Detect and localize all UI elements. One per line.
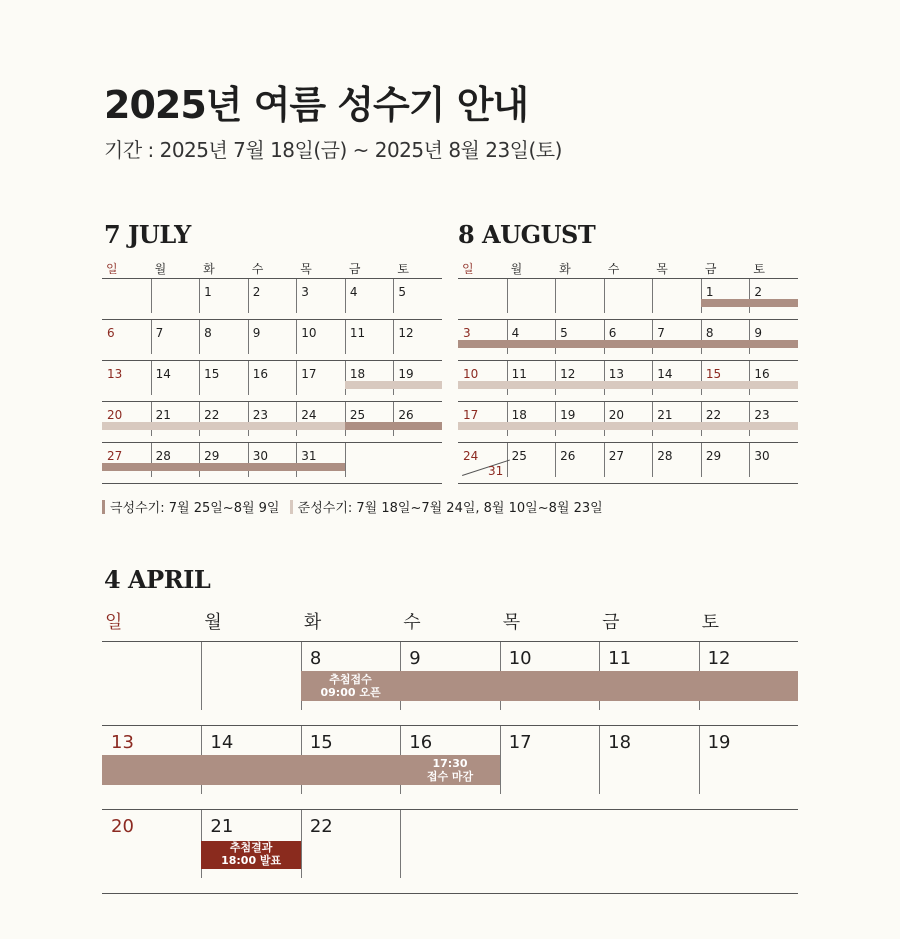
day-divider	[199, 402, 200, 436]
day-number: 22	[705, 408, 722, 422]
weekday-header: 목	[502, 612, 521, 633]
peak-season-band	[701, 299, 798, 307]
day-number: 12	[560, 367, 576, 381]
day-number: 20	[111, 816, 134, 837]
weekday-header: 일	[462, 262, 474, 276]
week-rule	[102, 893, 798, 894]
day-number: 9	[252, 326, 261, 340]
weekday-header: 화	[303, 612, 322, 633]
event-line: 17:30	[432, 757, 468, 770]
august-title: 8 AUGUST	[458, 220, 596, 249]
day-divider	[652, 320, 653, 354]
day-number: 1	[204, 285, 212, 299]
day-divider	[248, 443, 249, 477]
day-number: 16	[754, 367, 770, 381]
day-number: 12	[398, 326, 414, 340]
weekday-header: 화	[559, 262, 571, 276]
day-number: 26	[560, 449, 576, 463]
day-number: 22	[309, 816, 333, 837]
day-divider	[296, 320, 297, 354]
day-divider	[500, 726, 501, 794]
day-divider	[301, 810, 302, 878]
weekday-header: 화	[203, 262, 215, 276]
day-divider	[652, 443, 653, 477]
day-divider	[296, 279, 297, 313]
day-number: 2	[754, 285, 763, 299]
day-number: 18	[608, 732, 632, 753]
weekday-header: 수	[607, 262, 620, 276]
day-divider	[199, 279, 200, 313]
day-number: 2	[252, 285, 261, 299]
event-line: 추첨결과	[229, 841, 273, 854]
day-number: 10	[301, 326, 317, 340]
day-number: 25	[511, 449, 527, 463]
weekday-header: 일	[105, 612, 123, 633]
day-number: 10	[508, 648, 532, 669]
event-label	[400, 757, 499, 783]
semi-legend-swatch	[290, 500, 293, 514]
day-number: 30	[754, 449, 770, 463]
week-rule	[458, 483, 798, 484]
day-number: 5	[560, 326, 568, 340]
day-divider	[151, 279, 152, 313]
event-line: 접수 마감	[426, 770, 474, 783]
august-calendar	[458, 260, 798, 486]
day-number: 24	[463, 449, 479, 463]
weekday-header: 금	[704, 262, 717, 276]
day-divider	[555, 320, 556, 354]
day-divider	[201, 642, 202, 710]
day-divider	[151, 402, 152, 436]
day-divider	[248, 361, 249, 395]
day-number: 19	[560, 408, 576, 422]
day-number: 3	[301, 285, 309, 299]
day-divider	[507, 402, 508, 436]
day-number: 13	[608, 367, 624, 381]
weekday-header: 월	[510, 262, 523, 276]
weekday-header: 목	[300, 262, 312, 276]
day-divider	[604, 320, 605, 354]
week-rule	[102, 725, 798, 726]
day-divider	[604, 279, 605, 313]
day-number: 7	[657, 326, 665, 340]
day-divider	[151, 361, 152, 395]
page-title: 2025년 여름 성수기 안내	[104, 83, 529, 127]
day-number: 21	[155, 408, 171, 422]
day-divider	[701, 402, 702, 436]
day-number: 15	[705, 367, 722, 381]
semi-season-band	[102, 422, 345, 430]
day-divider	[400, 810, 401, 878]
semi-season-band	[458, 381, 798, 389]
event-line: 18:00 발표	[221, 854, 282, 867]
event-label	[201, 841, 300, 869]
day-divider	[345, 320, 346, 354]
day-number: 11	[349, 326, 366, 340]
event-line: 추첨접수	[329, 673, 372, 686]
day-divider	[345, 279, 346, 313]
day-number: 18	[511, 408, 527, 422]
event-line: 09:00 오픈	[320, 686, 381, 699]
week-rule	[102, 442, 442, 443]
day-divider	[345, 361, 346, 395]
day-divider	[599, 726, 600, 794]
day-divider	[199, 361, 200, 395]
day-number: 15	[309, 732, 333, 753]
weekday-header: 금	[602, 612, 620, 633]
day-divider	[555, 402, 556, 436]
day-number: 21	[210, 816, 234, 837]
day-divider	[652, 279, 653, 313]
weekday-header: 월	[154, 262, 167, 276]
peak-season-band	[102, 463, 345, 471]
day-number: 21	[657, 408, 673, 422]
day-number: 10	[463, 367, 479, 381]
day-divider	[296, 402, 297, 436]
day-divider	[555, 361, 556, 395]
day-number: 9	[754, 326, 763, 340]
day-number: 8	[204, 326, 212, 340]
day-number: 3	[463, 326, 471, 340]
day-divider	[393, 361, 394, 395]
day-number: 11	[608, 648, 632, 669]
day-divider	[199, 320, 200, 354]
day-divider	[604, 402, 605, 436]
day-number: 5	[398, 285, 407, 299]
day-number: 17	[463, 408, 479, 422]
day-number: 29	[705, 449, 722, 463]
day-divider	[701, 361, 702, 395]
header-rule	[458, 278, 798, 279]
weekday-header: 토	[701, 612, 719, 633]
weekday-header: 수	[251, 262, 264, 276]
weekday-header: 토	[397, 262, 410, 276]
day-divider	[248, 402, 249, 436]
day-divider	[749, 320, 750, 354]
day-number: 6	[608, 326, 617, 340]
season-legend	[102, 497, 603, 516]
day-number: 28	[155, 449, 171, 463]
week-rule	[102, 809, 798, 810]
day-number: 24	[301, 408, 317, 422]
day-number: 19	[398, 367, 414, 381]
semi-legend-label: 준성수기: 7월 18일~7월 24일, 8월 10일~8월 23일	[297, 501, 603, 516]
july-calendar	[102, 260, 442, 486]
day-number: 28	[657, 449, 673, 463]
day-number: 31	[488, 464, 504, 478]
week-rule	[102, 483, 442, 484]
period-text: 기간 : 2025년 7월 18일(금) ~ 2025년 8월 23일(토)	[104, 138, 562, 162]
day-divider	[701, 443, 702, 477]
day-number: 27	[608, 449, 624, 463]
week-rule	[102, 401, 442, 402]
april-title: 4 APRIL	[104, 565, 211, 594]
day-number: 16	[252, 367, 268, 381]
day-number: 22	[204, 408, 220, 422]
day-number: 7	[155, 326, 164, 340]
day-divider	[248, 279, 249, 313]
day-divider	[151, 320, 152, 354]
april-calendar	[102, 608, 798, 898]
semi-season-band	[458, 422, 798, 430]
day-divider	[393, 402, 394, 436]
week-rule	[458, 442, 798, 443]
day-number: 8	[705, 326, 714, 340]
day-divider	[555, 279, 556, 313]
week-rule	[458, 319, 798, 320]
day-divider	[749, 402, 750, 436]
day-divider	[199, 443, 200, 477]
day-divider	[652, 402, 653, 436]
day-number: 14	[210, 732, 234, 753]
day-divider	[151, 443, 152, 477]
july-title: 7 JULY	[104, 220, 191, 249]
day-number: 11	[511, 367, 527, 381]
day-number: 20	[107, 408, 123, 422]
day-divider	[652, 361, 653, 395]
day-number: 29	[204, 449, 220, 463]
day-divider	[296, 361, 297, 395]
day-divider	[345, 402, 346, 436]
semi-season-band	[345, 381, 442, 389]
weekday-header: 일	[106, 262, 118, 276]
day-number: 26	[398, 408, 414, 422]
day-number: 30	[252, 449, 268, 463]
weekday-header: 목	[656, 262, 668, 276]
day-number: 1	[705, 285, 714, 299]
day-number: 14	[155, 367, 171, 381]
day-divider	[296, 443, 297, 477]
day-number: 8	[309, 648, 322, 669]
day-divider	[699, 726, 700, 794]
week-rule	[102, 319, 442, 320]
day-divider	[701, 279, 702, 313]
day-number: 4	[511, 326, 520, 340]
day-number: 4	[349, 285, 358, 299]
event-label	[301, 673, 400, 699]
week-rule	[458, 360, 798, 361]
day-divider	[749, 443, 750, 477]
peak-season-band	[345, 422, 442, 430]
week-rule	[102, 360, 442, 361]
day-number: 9	[409, 648, 421, 669]
weekday-header: 토	[753, 262, 766, 276]
weekday-header: 수	[403, 612, 421, 633]
day-number: 27	[107, 449, 123, 463]
week-rule	[458, 401, 798, 402]
day-divider	[345, 443, 346, 477]
day-divider	[749, 361, 750, 395]
day-number: 23	[754, 408, 770, 422]
day-divider	[555, 443, 556, 477]
day-number: 23	[252, 408, 268, 422]
day-divider	[749, 279, 750, 313]
day-number: 6	[107, 326, 115, 340]
day-number: 18	[349, 367, 366, 381]
day-number: 17	[301, 367, 317, 381]
peak-legend-swatch	[102, 500, 105, 514]
day-number: 17	[508, 732, 532, 753]
day-divider	[393, 320, 394, 354]
day-divider	[507, 361, 508, 395]
day-number: 19	[707, 732, 731, 753]
peak-season-band	[458, 340, 798, 348]
weekday-header: 금	[348, 262, 361, 276]
day-number: 20	[608, 408, 624, 422]
day-divider	[701, 320, 702, 354]
day-number: 14	[657, 367, 673, 381]
day-number: 13	[107, 367, 123, 381]
day-divider	[604, 443, 605, 477]
day-divider	[604, 361, 605, 395]
day-divider	[507, 320, 508, 354]
header-rule	[102, 278, 442, 279]
day-number: 13	[111, 732, 134, 753]
peak-legend-label: 극성수기: 7월 25일~8월 9일	[110, 501, 280, 516]
weekday-header: 월	[204, 612, 222, 633]
day-divider	[393, 279, 394, 313]
header-rule	[102, 641, 798, 642]
day-number: 15	[204, 367, 220, 381]
day-number: 12	[707, 648, 731, 669]
day-divider	[507, 279, 508, 313]
day-number: 31	[301, 449, 317, 463]
day-number: 16	[409, 732, 433, 753]
day-number: 25	[349, 408, 366, 422]
day-divider	[248, 320, 249, 354]
